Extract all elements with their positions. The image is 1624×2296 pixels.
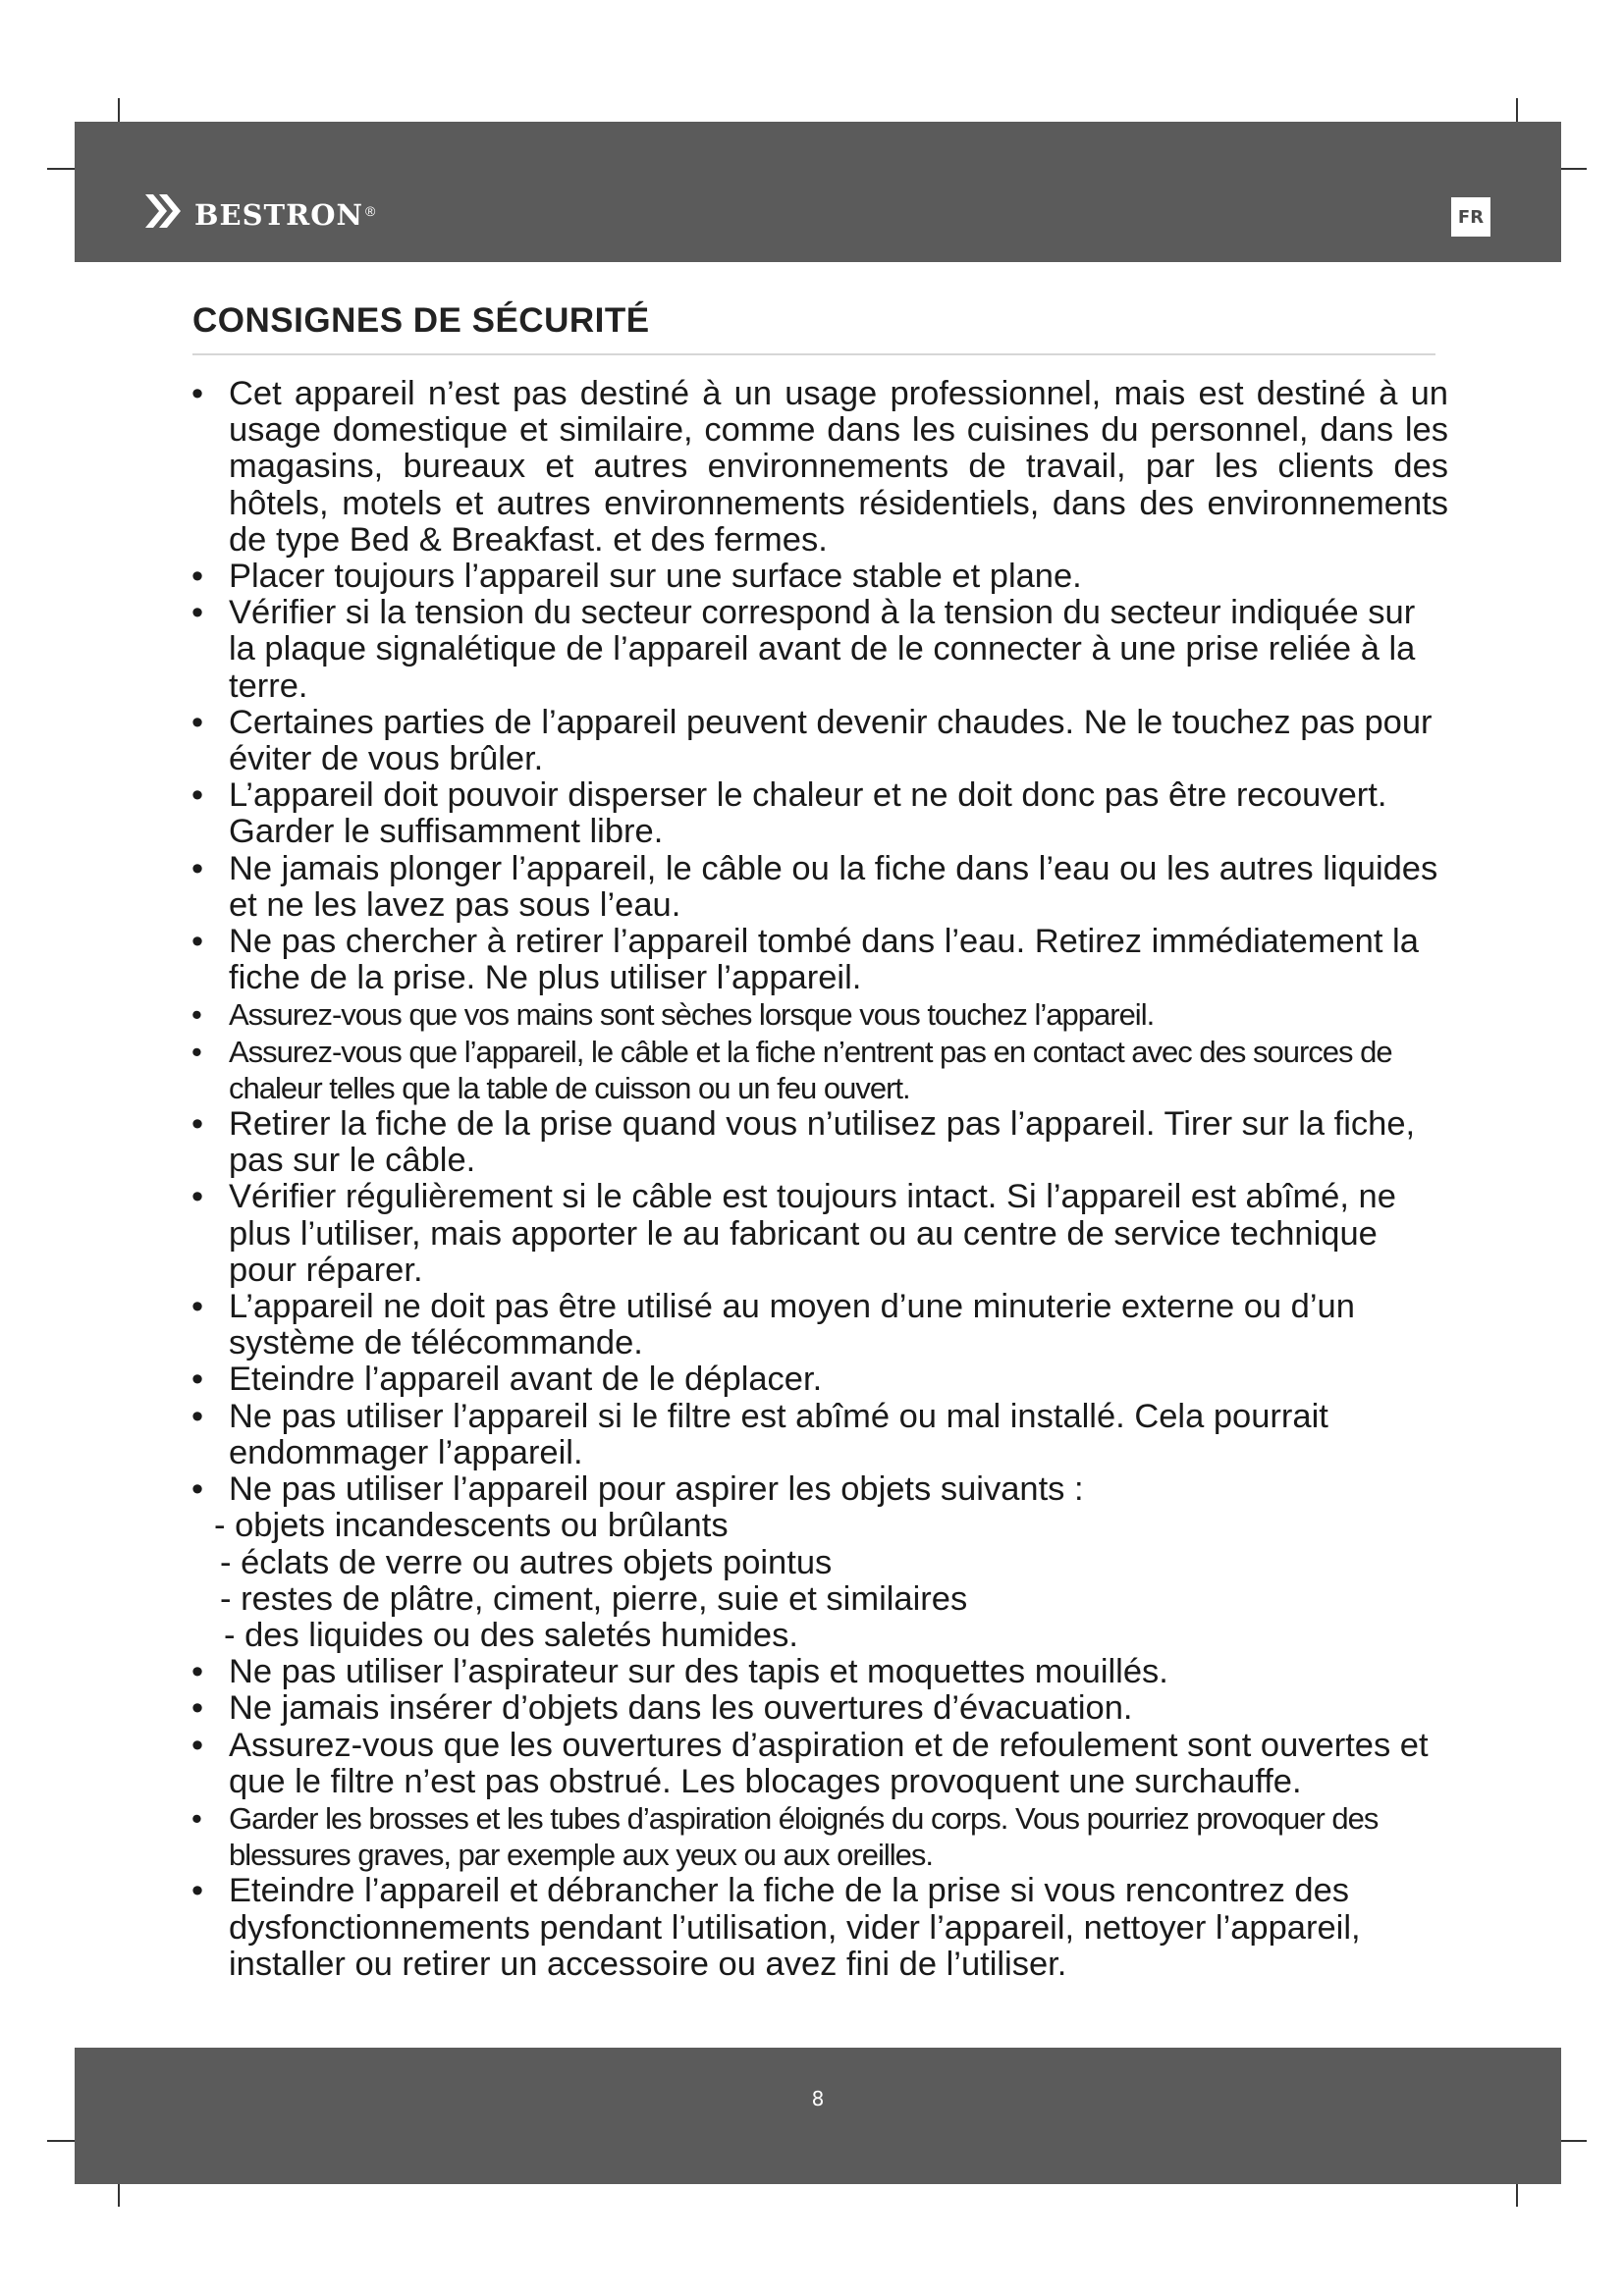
- item-text: Vérifier si la tension du secteur correspond à la tension du secteur indiquée sur la plaque signalétique de l’appareil avant de le connecter à une prise reliée à la terre.: [229, 594, 1416, 705]
- bullet: •: [191, 1361, 204, 1399]
- list-item: [187, 705, 1448, 777]
- list-item: [187, 1800, 1448, 1873]
- language-badge: FR: [1451, 197, 1490, 237]
- item-text: Assurez-vous que l’appareil, le câble et la fiche n’entrent pas en contact avec des sources de chaleur telles que la table de cuisson ou un feu ouvert.: [229, 1034, 1392, 1105]
- bullet: •: [191, 1034, 201, 1069]
- list-item: [187, 1471, 1448, 1508]
- list-item: [187, 376, 1448, 559]
- list-item: [187, 996, 1448, 1033]
- bullet: •: [191, 558, 204, 596]
- bullet: •: [191, 923, 204, 961]
- bullet: •: [191, 1178, 204, 1216]
- item-text: Ne pas chercher à retirer l’appareil tombé dans l’eau. Retirez immédiatement la fiche de la prise. Ne plus utiliser l’appareil.: [229, 923, 1419, 997]
- list-item: [187, 1106, 1448, 1179]
- item-text: Assurez-vous que vos mains sont sèches lorsque vous touchez l’appareil.: [229, 997, 1155, 1033]
- sub-item: - des liquides ou des saletés humides.: [224, 1616, 798, 1654]
- list-item: [187, 1179, 1448, 1289]
- item-text: Vérifier régulièrement si le câble est toujours intact. Si l’appareil est abîmé, ne plus l’utiliser, mais apporter le au fabricant ou au centre de service technique pour réparer.: [229, 1178, 1396, 1289]
- brand-name: bestron: [194, 187, 364, 235]
- item-text: Ne pas utiliser l’appareil si le filtre est abîmé ou mal installé. Cela pourrait endommager l’appareil.: [229, 1397, 1328, 1471]
- bullet: •: [191, 1288, 204, 1326]
- item-text: L’appareil doit pouvoir disperser le chaleur et ne doit donc pas être recouvert. Garder le suffisamment libre.: [229, 776, 1387, 851]
- list-item: [187, 777, 1448, 850]
- item-text: Certaines parties de l’appareil peuvent devenir chaudes. Ne le touchez pas pour éviter de vous brûler.: [229, 703, 1433, 778]
- item-text: Assurez-vous que les ouvertures d’aspiration et de refoulement sont ouvertes et que le filtre n’est pas obstrué. Les blocages provoquent une surchauffe.: [229, 1726, 1429, 1800]
- header-band: [75, 122, 1561, 262]
- bullet: •: [191, 1726, 204, 1764]
- brand-logo: [143, 187, 376, 235]
- page-number: 8: [811, 2087, 825, 2110]
- list-item: [187, 1728, 1448, 1800]
- bullet: •: [191, 776, 204, 815]
- item-text: Ne pas utiliser l’appareil pour aspirer les objets suivants :: [229, 1470, 1084, 1509]
- item-text: Retirer la fiche de la prise quand vous n’utilisez pas l’appareil. Tirer sur la fiche, pas sur le câble.: [229, 1105, 1416, 1180]
- item-text: Ne jamais plonger l’appareil, le câble ou la fiche dans l’eau ou les autres liquides et ne les lavez pas sous l’eau.: [229, 849, 1438, 924]
- bullet: •: [191, 594, 204, 632]
- bullet: •: [191, 849, 204, 887]
- list-item: [187, 559, 1448, 595]
- item-text: Eteindre l’appareil et débrancher la fiche de la prise si vous rencontrez des dysfonctionnements pendant l’utilisation, vider l’appareil, nettoyer l’appareil, installer ou retirer un accessoire ou avez fini de l’utiliser.: [229, 1872, 1361, 1983]
- list-item: [187, 1034, 1448, 1106]
- list-item: [187, 1873, 1448, 1983]
- list-item: [187, 595, 1448, 705]
- list-item: [187, 1690, 1448, 1727]
- item-text: Garder les brosses et les tubes d’aspiration éloignés du corps. Vous pourriez provoquer des blessures graves, par exemple aux yeux ou aux oreilles.: [229, 1800, 1379, 1873]
- list-item: [187, 1654, 1448, 1690]
- sub-item: - restes de plâtre, ciment, pierre, suie et similaires: [220, 1579, 968, 1618]
- section-title: CONSIGNES DE SÉCURITÉ: [192, 301, 650, 340]
- bullet: •: [191, 1470, 204, 1509]
- item-text: Eteindre l’appareil avant de le déplacer.: [229, 1361, 823, 1399]
- list-item: [187, 851, 1448, 924]
- item-text: Placer toujours l’appareil sur une surface stable et plane.: [229, 558, 1082, 596]
- list-item: [187, 1289, 1448, 1362]
- registered-mark: ®: [365, 203, 376, 219]
- bullet: •: [191, 1397, 204, 1435]
- item-text: Ne jamais insérer d’objets dans les ouvertures d’évacuation.: [229, 1689, 1133, 1728]
- item-text: Ne pas utiliser l’aspirateur sur des tapis et moquettes mouillés.: [229, 1653, 1168, 1691]
- footer-band: [75, 2048, 1561, 2184]
- bullet: •: [191, 375, 204, 412]
- bullet: •: [191, 1105, 204, 1144]
- safety-list: [187, 376, 1448, 1983]
- item-text: Cet appareil n’est pas destiné à un usage professionnel, mais est destiné à un usage domestique et similaire, comme dans les cuisines du personnel, dans les magasins, bureaux et autres environnements de travail, par les clients des hôtels, motels et autres environnements résidentiels, dans des environnements de type Bed & Breakfast. et des fermes.: [229, 375, 1448, 559]
- bullet: •: [191, 997, 201, 1033]
- bullet: •: [191, 1800, 201, 1836]
- bullet: •: [191, 1653, 204, 1691]
- title-divider: [192, 353, 1435, 355]
- sub-item: - objets incandescents ou brûlants: [214, 1507, 729, 1545]
- sub-item: - éclats de verre ou autres objets pointus: [220, 1543, 833, 1581]
- bullet: •: [191, 1872, 204, 1910]
- list-item: [187, 924, 1448, 996]
- bullet: •: [191, 1689, 204, 1728]
- bullet: •: [191, 703, 204, 741]
- list-item: [187, 1399, 1448, 1471]
- double-chevron-icon: [143, 192, 189, 230]
- list-item: [187, 1362, 1448, 1398]
- item-text: L’appareil ne doit pas être utilisé au moyen d’une minuterie externe ou d’un système de télécommande.: [229, 1288, 1355, 1362]
